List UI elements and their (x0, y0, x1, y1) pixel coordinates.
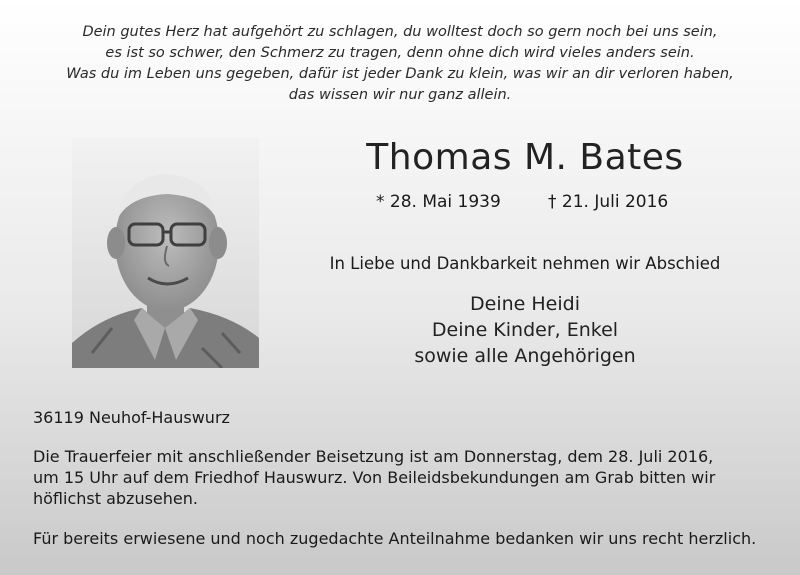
service-line: um 15 Uhr auf dem Friedhof Hauswurz. Von Beileidsbekundungen am Grab bitten wir (33, 468, 716, 487)
portrait-illustration (72, 138, 259, 368)
service-line: höflichst abzusehen. (33, 489, 198, 508)
signer-line: Deine Kinder, Enkel (431, 319, 619, 341)
service-line: Die Trauerfeier mit anschließender Beisetzung ist am Donnerstag, dem 28. Juli 2016, (33, 447, 714, 466)
signers-block (290, 291, 760, 369)
death-date: † 21. Juli 2016 (548, 192, 669, 212)
thanks-line: Für bereits erwiesene und noch zugedachte Anteilnahme bedanken wir uns recht herzlich. (33, 529, 757, 548)
farewell-line: In Liebe und Dankbarkeit nehmen wir Abschied (329, 254, 721, 273)
service-notice (33, 446, 783, 509)
signer-line: sowie alle Angehörigen (414, 345, 636, 367)
place-line: 36119 Neuhof-Hauswurz (33, 408, 230, 427)
poem-line: Was du im Leben uns gegeben, dafür ist jeder Dank zu klein, was wir an dir verloren haben, (66, 66, 734, 82)
portrait-photo (72, 138, 259, 368)
poem-line: Dein gutes Herz hat aufgehört zu schlagen, du wolltest doch so gern noch bei uns sein, (82, 24, 718, 40)
poem-line: es ist so schwer, den Schmerz zu tragen, denn ohne dich wird vieles anders sein. (105, 45, 695, 61)
birth-date: * 28. Mai 1939 (376, 192, 501, 212)
memorial-poem (0, 22, 800, 106)
signer-line: Deine Heidi (470, 293, 580, 315)
poem-line: das wissen wir nur ganz allein. (288, 87, 512, 103)
deceased-name: Thomas M. Bates (366, 137, 684, 178)
